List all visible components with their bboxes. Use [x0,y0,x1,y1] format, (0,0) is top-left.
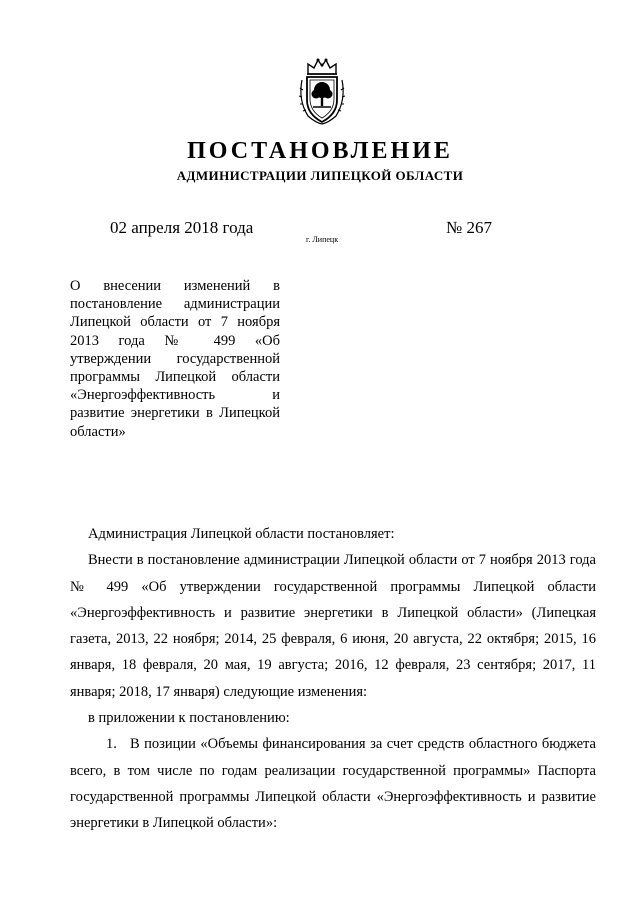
body-paragraph-item-1 [70,731,596,836]
document-city: г. Липецк [306,235,339,244]
document-number: № 267 [446,218,492,237]
document-title: ПОСТАНОВЛЕНИЕ [187,138,453,164]
item-number: 1. [106,736,117,753]
document-subtitle: АДМИНИСТРАЦИИ ЛИПЕЦКОЙ ОБЛАСТИ [176,168,464,183]
document-date: 02 апреля 2018 года [110,218,254,237]
document-body [70,521,596,837]
body-paragraph-main: Внести в постановление администрации Липецкой области от 7 ноября 2013 года № 499 «Об утверждении государственной программы Липецкой области «Энергоэффективность и развитие энергетики в Липецкой области» (Липецкая газета, 2013, 22 ноября; 2014, 25 февраля, 6 июня, 20 августа, 22 октября; 2015, 16 января, 18 февраля, 20 мая, 19 августа; 2016, 12 февраля, 23 сентября; 2017, 11 января; 2018, 17 января) следующие изменения: [70,552,596,700]
item-text: В позиции «Объемы финансирования за счет средств областного бюджета всего, в том числе по годам реализации государственной программы» Паспорта государственной программы Липецкой области «Энергоэффективность и развитие энергетики в Липецкой области»: [70,736,596,832]
coat-of-arms-icon [296,56,348,126]
document-subject: О внесении изменений в постановление администрации Липецкой области от 7 ноября 2013 года № 499 «Об утверждении государственной программы Липецкой области «Энергоэффективность и развитие энергетики в Липецкой области» [70,278,280,440]
body-paragraph-intro: Администрация Липецкой области постановляет: [88,526,395,542]
body-paragraph-appendix: в приложении к постановлению: [88,710,290,727]
